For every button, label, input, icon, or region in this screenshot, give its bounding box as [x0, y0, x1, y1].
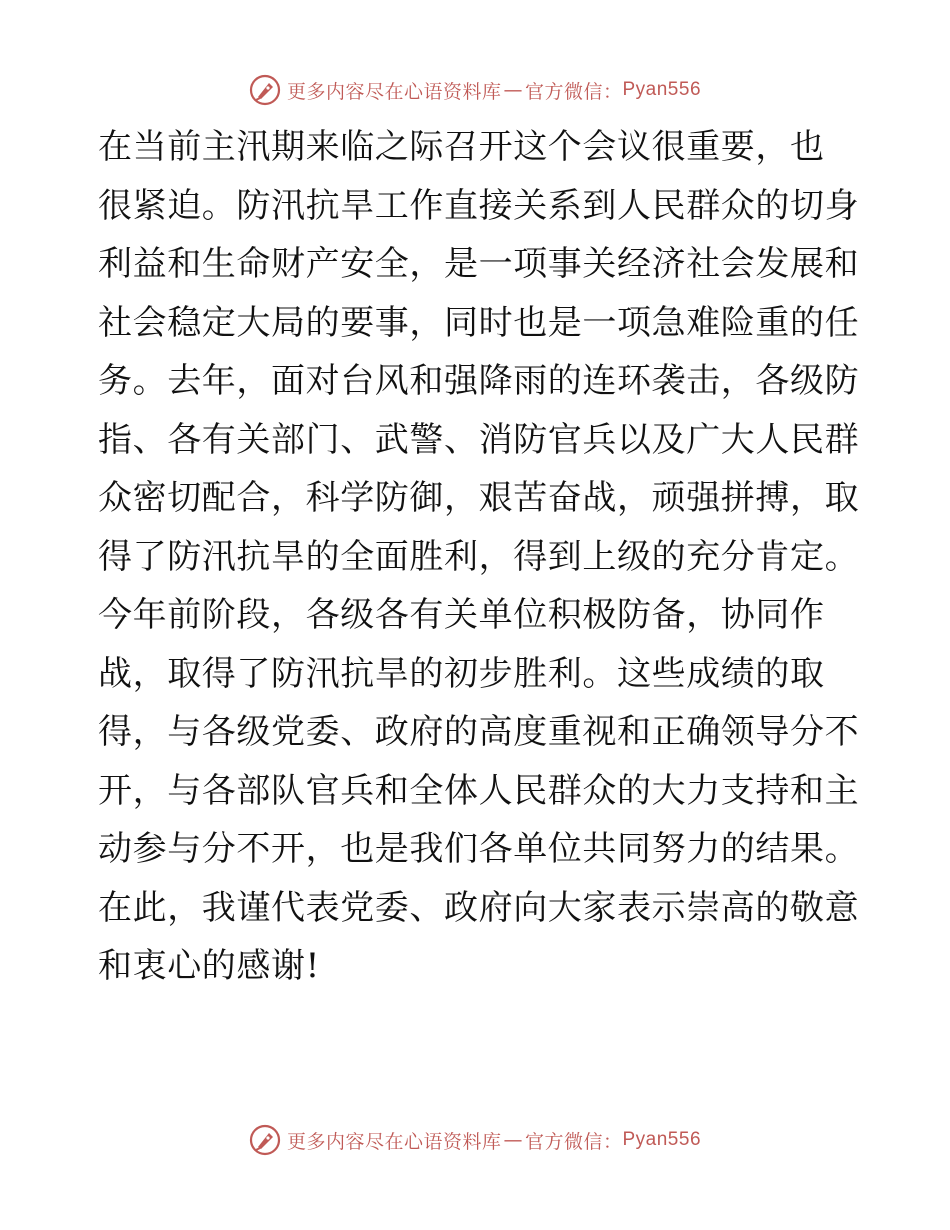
paragraph-line: 和衷心的感谢!	[98, 946, 320, 986]
paragraph-line: 务。去年，面对台风和强降雨的连环袭击，各级防	[98, 361, 860, 401]
paragraph-line: 动参与分不开，也是我们各单位共同努力的结果。	[98, 829, 860, 869]
footer-watermark	[0, 1120, 950, 1160]
pen-nib-logo-icon	[249, 74, 281, 106]
paragraph-line: 指、各有关部门、武警、消防官兵以及广大人民群	[98, 419, 860, 460]
paragraph-line: 在此，我谨代表党委、政府向大家表示崇高的敬意	[98, 887, 860, 928]
watermark-separator: —	[503, 79, 523, 101]
paragraph-line: 得，与各级党委、政府的高度重视和正确领导分不	[98, 712, 860, 752]
paragraph-line: 开，与各部队官兵和全体人民群众的大力支持和主	[98, 770, 860, 811]
pen-nib-logo-icon	[249, 1124, 281, 1156]
paragraph-line: 很紧迫。防汛抗旱工作直接关系到人民群众的切身	[98, 185, 860, 226]
paragraph-line: 众密切配合，科学防御，艰苦奋战，顽强拼搏，取	[98, 478, 860, 518]
watermark-site-text: 更多内容尽在心语资料库	[286, 80, 502, 103]
header-watermark	[0, 70, 950, 110]
paragraph-line: 社会稳定大局的要事，同时也是一项急难险重的任	[98, 302, 860, 343]
watermark-wechat-label: 官方微信：	[524, 80, 623, 103]
watermark-wechat-id: Pyan556	[622, 79, 702, 100]
paragraph-line: 今年前阶段，各级各有关单位积极防备，协同作	[98, 595, 825, 635]
paragraph-line: 在当前主汛期来临之际召开这个会议很重要，也	[98, 127, 825, 167]
watermark-site-text: 更多内容尽在心语资料库	[286, 1130, 502, 1153]
paragraph-line: 战，取得了防汛抗旱的初步胜利。这些成绩的取	[98, 653, 825, 694]
watermark-separator: —	[503, 1129, 523, 1151]
paragraph-line: 利益和生命财产安全，是一项事关经济社会发展和	[98, 244, 860, 284]
watermark-wechat-id: Pyan556	[622, 1129, 702, 1150]
paragraph-line: 得了防汛抗旱的全面胜利，得到上级的充分肯定。	[98, 536, 860, 577]
watermark-wechat-label: 官方微信：	[524, 1130, 623, 1153]
speech-paragraph	[98, 118, 858, 996]
